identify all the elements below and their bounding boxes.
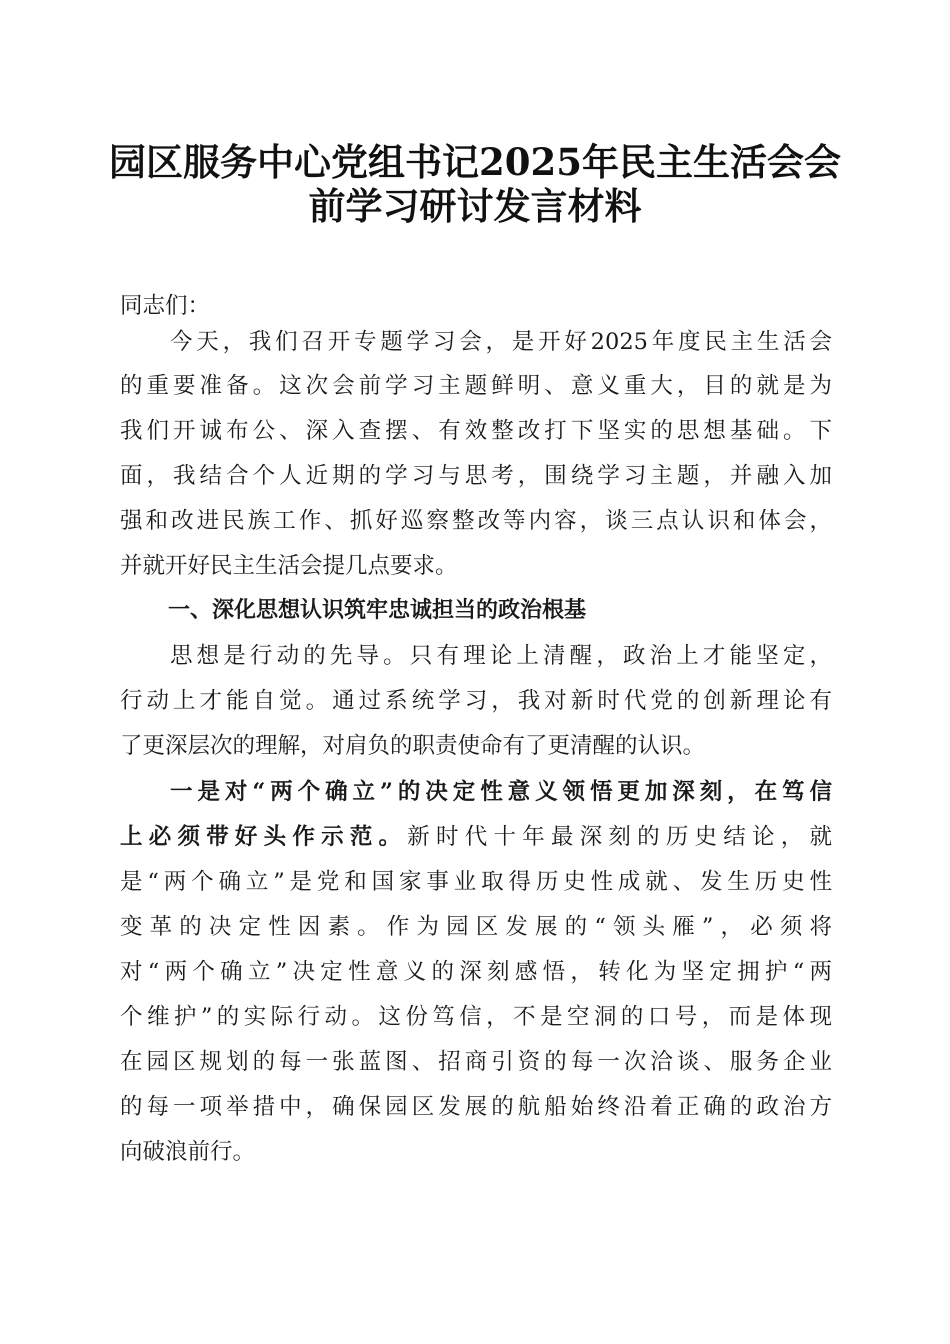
paragraph-2-line: 行动上才能自觉。通过系统学习，我对新时代党的创新理论有 [120, 688, 832, 714]
section-1-heading: 一、深化思想认识筑牢忠诚担当的政治根基 [168, 598, 587, 623]
paragraph-3-line: 的每一项举措中，确保园区发展的航船始终沿着正确的政治方 [120, 1094, 832, 1120]
paragraph-1-line: 我们开诚布公、深入查摆、有效整改打下坚实的思想基础。下 [120, 418, 832, 444]
paragraph-1-line: 面，我结合个人近期的学习与思考，围绕学习主题，并融入加 [120, 463, 832, 489]
paragraph-2-line: 思想是行动的先导。只有理论上清醒，政治上才能坚定， [170, 643, 832, 669]
paragraph-3-lead-end: 上必须带好头作示范。 [120, 824, 408, 850]
paragraph-3-line: 向破浪前行。 [120, 1139, 256, 1165]
paragraph-1-line: 的重要准备。这次会前学习主题鲜明、意义重大，目的就是为 [120, 373, 832, 399]
paragraph-3-line-2-rest: 新时代十年最深刻的历史结论，就 [407, 824, 832, 850]
paragraph-3-lead-line: 一是对“两个确立”的决定性意义领悟更加深刻，在笃信 [170, 779, 832, 805]
salutation: 同志们： [120, 293, 211, 319]
paragraph-3-line: 个维护”的实际行动。这份笃信，不是空洞的口号，而是体现 [120, 1004, 832, 1030]
paragraph-1-line: 今天，我们召开专题学习会，是开好2025年度民主生活会 [170, 329, 832, 355]
paragraph-3-line: 是“两个确立”是党和国家事业取得历史性成就、发生历史性 [120, 869, 832, 895]
paragraph-1-line: 并就开好民主生活会提几点要求。 [120, 553, 458, 579]
paragraph-2-line: 了更深层次的理解，对肩负的职责使命有了更清醒的认识。 [120, 733, 706, 759]
document-title-line-2: 前学习研讨发言材料 [308, 184, 642, 228]
paragraph-3-line: 在园区规划的每一张蓝图、招商引资的每一次洽谈、服务企业 [120, 1049, 832, 1075]
paragraph-1-line: 强和改进民族工作、抓好巡察整改等内容，谈三点认识和体会， [120, 508, 832, 534]
document-title-line-1: 园区服务中心党组书记2025年民主生活会会 [109, 140, 841, 184]
paragraph-3-line-2 [120, 817, 832, 857]
paragraph-3-line: 对“两个确立”决定性意义的深刻感悟，转化为坚定拥护“两 [120, 959, 832, 985]
paragraph-3-line: 变革的决定性因素。作为园区发展的“领头雁”，必须将 [120, 914, 832, 940]
